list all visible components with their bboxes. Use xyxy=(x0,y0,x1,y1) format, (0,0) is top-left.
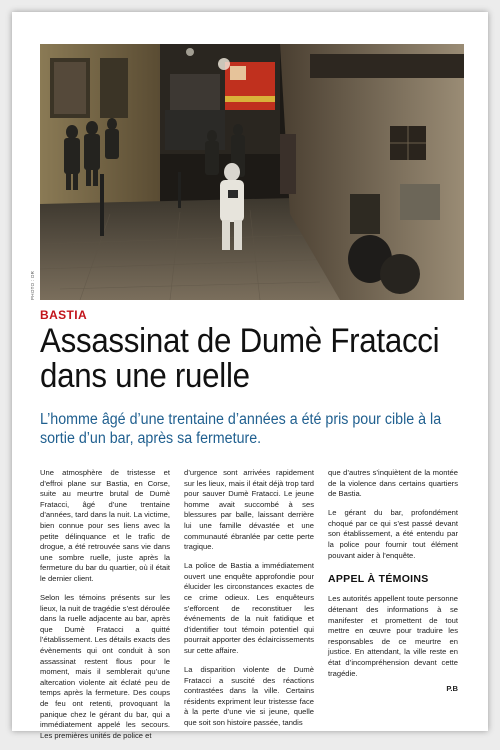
body-paragraph: La disparition violente de Dumè Fratacci a suscité des réactions contrastées dans la ville. Certains résidents expriment leur tristesse face à la perte d’une vie si jeune, quelle que soit son histoire passée, tandis xyxy=(184,665,314,728)
author-signature: P.B xyxy=(446,683,458,693)
article-dek: L’homme âgé d’une trentaine d’années a été pris pour cible à la sortie d’un bar, après sa fermeture. xyxy=(40,411,442,447)
section-kicker: BASTIA xyxy=(40,308,88,322)
body-paragraph: Une atmosphère de tristesse et d’effroi plane sur Bastia, en Corse, suite au meurtre brutal de Dumè Fratacci, âgé d’une trentaine d’années, tard dans la nuit. La victime, bien connue pour ses liens avec la petite délinquance et le trafic de drogue, a été retrouvée sans vie dans une sombre ruelle, juste après la fermeture du bar du quartier, où il était le dernier client. xyxy=(40,468,170,583)
body-paragraph: Les autorités appellent toute personne détenant des informations à se manifester et promettent de tout mettre en œuvre pour traduire les responsables de ce meurtre en justice. En attendant, la ville reste en état d’incompréhension devant cette tragédie. xyxy=(328,594,458,678)
body-paragraph: Selon les témoins présents sur les lieux, la nuit de tragédie s’est déroulée dans la ruelle adjacente au bar, après que Dumè Fratacci a quitté l’établissement. Les détails exacts des évènements qui ont conduit à son assassinat restent flous pour le moment, mais il semblerait qu’une altercation violente ait éclaté peu de temps après la fermeture. Des coups de feu ont retenti, provoquant la panique chez le gérant du bar, qui a immédiatement appelé les secours. Les premières unités de police et xyxy=(40,593,170,740)
article-headline: Assassinat de Dumè Fratacci dans une ruelle xyxy=(40,322,440,395)
article-column-3 xyxy=(328,468,458,694)
photo-credit: PHOTO : DR xyxy=(30,270,35,300)
body-paragraph: La police de Bastia a immédiatement ouvert une enquête approfondie pour élucider les circonstances exactes de ce crime odieux. Les enquêteurs s’efforcent de reconstituer les événements de la nuit fatidique et d’identifier tout témoin potentiel qui pourrait apporter des éclaircissements sur cette affaire. xyxy=(184,561,314,655)
subhead-appel-temoins: APPEL À TÉMOINS xyxy=(328,572,429,585)
body-paragraph: d’urgence sont arrivées rapidement sur les lieux, mais il était déjà trop tard pour sauver Dumè Fratacci. Le jeune homme avait succombé à ses blessures par balle, laissant derrière lui une famille dévastée et une communauté ébranlée par cette perte tragique. xyxy=(184,468,314,552)
article-photo xyxy=(40,44,464,300)
article-column-1 xyxy=(40,468,170,750)
body-paragraph: Le gérant du bar, profondément choqué par ce qui s’est passé devant son établissement, a été entendu par la police pour fournir tout élément pouvant aider à l’enquête. xyxy=(328,508,458,560)
body-paragraph: que d’autres s’inquiètent de la montée de la violence dans certains quartiers de Bastia. xyxy=(328,468,458,499)
crime-scene-photo xyxy=(40,44,464,300)
article-column-2 xyxy=(184,468,314,737)
newspaper-page xyxy=(12,12,488,740)
